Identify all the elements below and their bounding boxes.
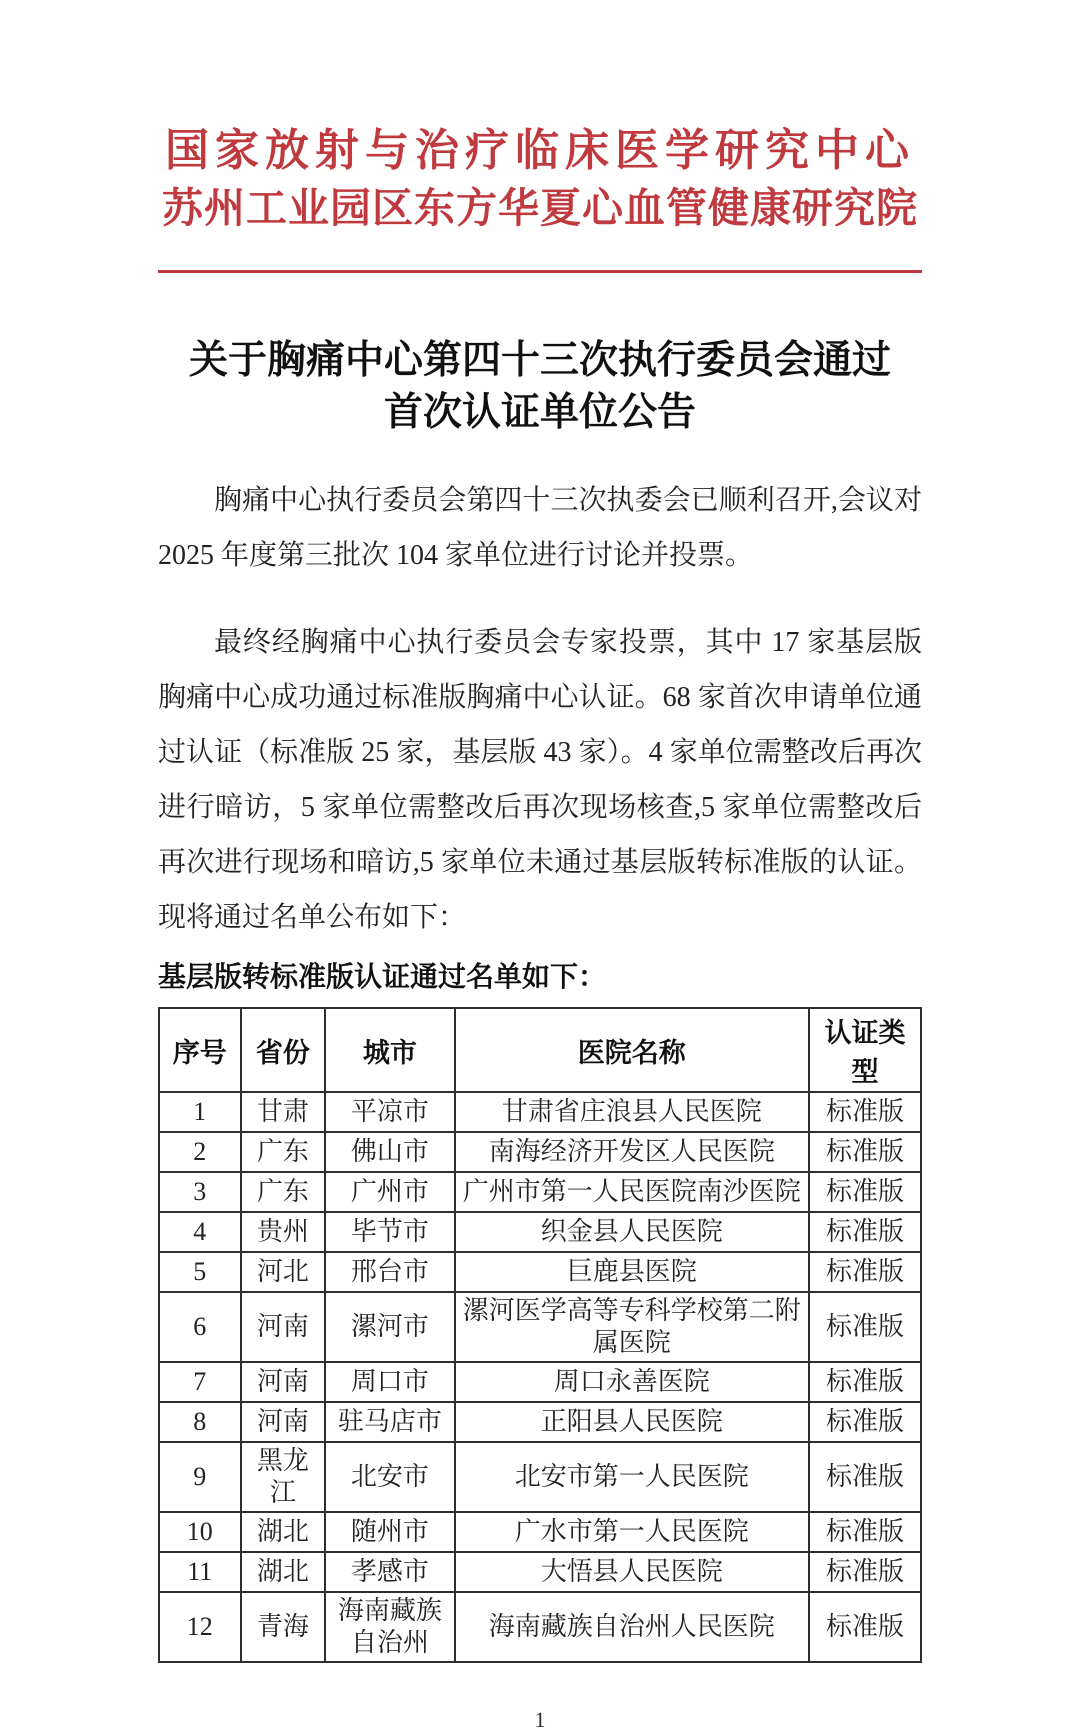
table-row <box>159 1552 921 1592</box>
table-row <box>159 1402 921 1442</box>
cell-hospital: 巨鹿县医院 <box>455 1252 809 1292</box>
cell-province: 青海 <box>241 1592 326 1662</box>
cell-cert-type: 标准版 <box>809 1402 921 1442</box>
paragraph-meeting-summary: 胸痛中心执行委员会第四十三次执委会已顺利召开,会议对 2025 年度第三批次 104 家单位进行讨论并投票。 <box>158 485 922 571</box>
cell-city: 孝感市 <box>325 1552 455 1592</box>
header-city: 城市 <box>325 1008 455 1092</box>
cell-province: 甘肃 <box>241 1092 326 1132</box>
cell-province: 广东 <box>241 1132 326 1172</box>
header-province: 省份 <box>241 1008 326 1092</box>
table-header-row <box>159 1008 921 1092</box>
cell-seq: 4 <box>159 1212 241 1252</box>
cell-cert-type: 标准版 <box>809 1362 921 1402</box>
table-row <box>159 1512 921 1552</box>
cell-province: 黑龙江 <box>241 1442 326 1512</box>
cell-province: 河南 <box>241 1402 326 1442</box>
cell-city: 广州市 <box>325 1172 455 1212</box>
cell-province: 湖北 <box>241 1552 326 1592</box>
cell-cert-type: 标准版 <box>809 1172 921 1212</box>
cell-hospital: 大悟县人民医院 <box>455 1552 809 1592</box>
document-title-line-1: 关于胸痛中心第四十三次执行委员会通过 <box>188 339 891 382</box>
cell-city: 周口市 <box>325 1362 455 1402</box>
table-row <box>159 1362 921 1402</box>
cell-seq: 12 <box>159 1592 241 1662</box>
table-row <box>159 1592 921 1662</box>
cell-province: 河南 <box>241 1362 326 1402</box>
letterhead-line-1: 国家放射与治疗临床医学研究中心 <box>165 126 915 175</box>
cell-cert-type: 标准版 <box>809 1212 921 1252</box>
cell-cert-type: 标准版 <box>809 1592 921 1662</box>
cell-hospital: 广水市第一人民医院 <box>455 1512 809 1552</box>
cell-cert-type: 标准版 <box>809 1292 921 1362</box>
cell-province: 贵州 <box>241 1212 326 1252</box>
cell-hospital: 海南藏族自治州人民医院 <box>455 1592 809 1662</box>
cell-cert-type: 标准版 <box>809 1442 921 1512</box>
table-row <box>159 1092 921 1132</box>
cell-hospital: 正阳县人民医院 <box>455 1402 809 1442</box>
certified-hospitals-table <box>158 1007 922 1663</box>
table-row <box>159 1292 921 1362</box>
cell-city: 北安市 <box>325 1442 455 1512</box>
cell-hospital: 南海经济开发区人民医院 <box>455 1132 809 1172</box>
cell-hospital: 北安市第一人民医院 <box>455 1442 809 1512</box>
cell-province: 河南 <box>241 1292 326 1362</box>
table-section-heading: 基层版转标准版认证通过名单如下： <box>158 962 607 993</box>
table-row <box>159 1132 921 1172</box>
table-row <box>159 1172 921 1212</box>
cell-city: 平凉市 <box>325 1092 455 1132</box>
table-row <box>159 1252 921 1292</box>
cell-hospital: 周口永善医院 <box>455 1362 809 1402</box>
cell-seq: 3 <box>159 1172 241 1212</box>
cell-hospital: 广州市第一人民医院南沙医院 <box>455 1172 809 1212</box>
cell-city: 毕节市 <box>325 1212 455 1252</box>
page-number: 1 <box>534 1707 546 1732</box>
cell-city: 漯河市 <box>325 1292 455 1362</box>
letterhead-line-2: 苏州工业园区东方华夏心血管健康研究院 <box>162 185 918 231</box>
cell-hospital: 漯河医学高等专科学校第二附属医院 <box>455 1292 809 1362</box>
cell-province: 广东 <box>241 1172 326 1212</box>
header-hospital: 医院名称 <box>455 1008 809 1092</box>
table-row <box>159 1212 921 1252</box>
document-title <box>158 335 922 439</box>
cell-city: 海南藏族自治州 <box>325 1592 455 1662</box>
cell-cert-type: 标准版 <box>809 1552 921 1592</box>
cell-seq: 1 <box>159 1092 241 1132</box>
cell-province: 河北 <box>241 1252 326 1292</box>
letterhead <box>158 122 922 273</box>
cell-province: 湖北 <box>241 1512 326 1552</box>
cell-city: 随州市 <box>325 1512 455 1552</box>
cell-seq: 2 <box>159 1132 241 1172</box>
table-row <box>159 1442 921 1512</box>
document-title-line-2: 首次认证单位公告 <box>383 391 696 434</box>
cell-hospital: 甘肃省庄浪县人民医院 <box>455 1092 809 1132</box>
letterhead-divider-rule <box>158 270 922 273</box>
header-cert-type: 认证类型 <box>809 1008 921 1092</box>
cell-seq: 9 <box>159 1442 241 1512</box>
cell-seq: 10 <box>159 1512 241 1552</box>
cell-seq: 5 <box>159 1252 241 1292</box>
cell-seq: 7 <box>159 1362 241 1402</box>
cell-cert-type: 标准版 <box>809 1132 921 1172</box>
cell-seq: 11 <box>159 1552 241 1592</box>
cell-city: 邢台市 <box>325 1252 455 1292</box>
cell-cert-type: 标准版 <box>809 1512 921 1552</box>
cell-city: 驻马店市 <box>325 1402 455 1442</box>
cell-seq: 8 <box>159 1402 241 1442</box>
header-seq: 序号 <box>159 1008 241 1092</box>
cell-cert-type: 标准版 <box>809 1252 921 1292</box>
cell-cert-type: 标准版 <box>809 1092 921 1132</box>
cell-hospital: 织金县人民医院 <box>455 1212 809 1252</box>
cell-city: 佛山市 <box>325 1132 455 1172</box>
cell-seq: 6 <box>159 1292 241 1362</box>
paragraph-vote-results: 最终经胸痛中心执行委员会专家投票，其中 17 家基层版胸痛中心成功通过标准版胸痛中心认证。68 家首次申请单位通过认证（标准版 25 家，基层版 43 家）。4 家单位需整改后再次进行暗访，5 家单位需整改后再次现场核查,5 家单位需整改后再次进行现场和暗访,5 家单位未通过基层版转标准版的认证。现将通过名单公布如下： <box>158 627 922 933</box>
